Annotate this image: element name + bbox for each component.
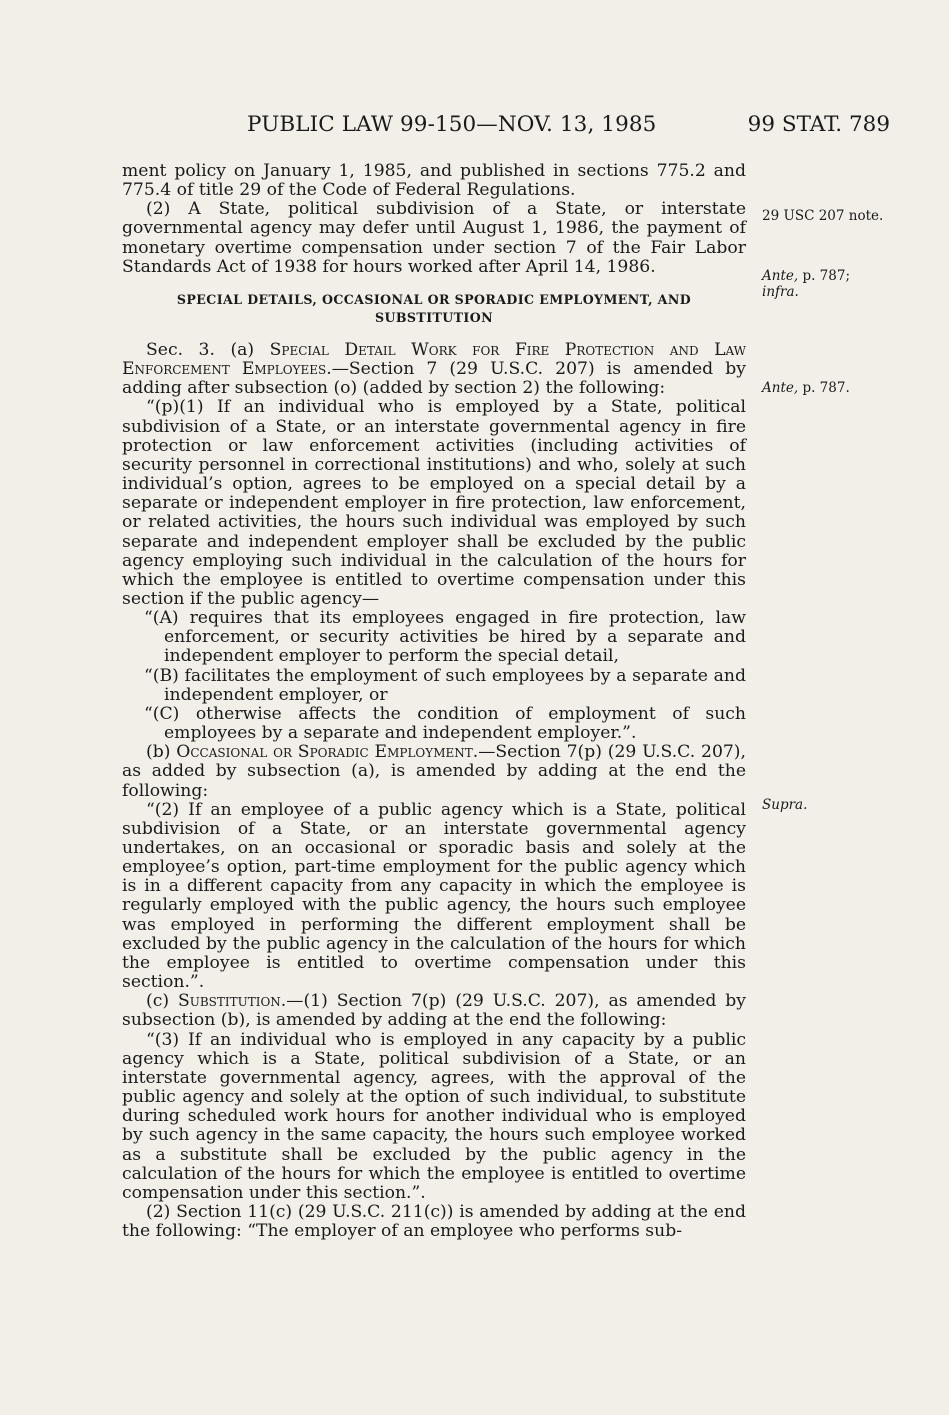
item-b: “(B) facilitates the employment of such employees by a separate and independent employer, or xyxy=(144,665,746,705)
section-3-c-2: (2) Section 11(c) (29 U.S.C. 211(c)) is amended by adding at the end the following: “The employer of an employee who performs sub- xyxy=(122,1201,746,1242)
subsection-p1-quote: “(p)(1) If an individual who is employed by a State, political subdivision of a State, or an interstate governmental agency in fire protection or law enforcement activities (including activities of security personnel in correctional institutions) and who, solely at such individual’s option, agrees to be employed on a special detail by a separate or independent employer in fire protection, law enforcement, or related activities, the hours such individual was employed by such separate and independent employer shall be excluded by the public agency employing such individual in the calculation of the hours for which the employee is entitled to overtime compensation under this section if the public agency— xyxy=(122,397,746,609)
page-header xyxy=(120,112,890,146)
header-page-number: 99 STAT. 789 xyxy=(747,112,890,137)
item-c: “(C) otherwise affects the condition of employment of such employees by a separate and independent employer.”. xyxy=(144,703,746,744)
margin-note-ante-infra: Ante, p. 787; infra. xyxy=(762,268,850,300)
document-body xyxy=(122,162,746,1241)
subsection-p3-quote: “(3) If an individual who is employed in any capacity by a public agency which is a State, political subdivision of a State, or an interstate governmental agency, agrees, with the approval of the public agency and solely at the option of such individual, to substitute during scheduled work hours for another individual who is employed by such agency in the same capacity, the hours such employee worked as a substitute shall be excluded by the public agency in the calculation of the hours for which the employee is entitled to overtime compensation under this section.”. xyxy=(122,1029,746,1203)
section-3-c: (c) Substitution.—(1) Section 7(p) (29 U.S.C. 207), as amended by subsection (b), is amended by adding at the end the following: xyxy=(122,991,746,1031)
section-3-a: Sec. 3. (a) Special Detail Work for Fire Protection and Law Enforcement Employees.—Section 7 (29 U.S.C. 207) is amended by adding after subsection (o) (added by section 2) the following: xyxy=(122,339,747,399)
margin-note-ante: Ante, p. 787. xyxy=(762,380,850,396)
margin-note-usc: 29 USC 207 note. xyxy=(762,208,884,224)
item-a: “(A) requires that its employees engaged in fire protection, law enforcement, or security activities be hired by a separate and independent employer to perform the special detail, xyxy=(144,608,746,667)
section-3-b: (b) Occasional or Sporadic Employment.—Section 7(p) (29 U.S.C. 207), as added by subsection (a), is amended by adding at the end the following: xyxy=(122,742,746,801)
margin-note-supra: Supra. xyxy=(762,797,808,813)
section-heading: SPECIAL DETAILS, OCCASIONAL OR SPORADIC EMPLOYMENT, AND SUBSTITUTION xyxy=(176,291,692,325)
paragraph-continued: ment policy on January 1, 1985, and published in sections 775.2 and 775.4 of title 29 of the Code of Federal Regulations. xyxy=(122,161,746,201)
paragraph-2: (2) A State, political subdivision of a State, or interstate governmental agency may defer until August 1, 1986, the payment of monetary overtime compensation under section 7 of the Fair Labor Standards Act of 1938 for hours worked after April 14, 1986. xyxy=(122,199,746,277)
subsection-p2-quote: “(2) If an employee of a public agency which is a State, political subdivision of a State, or an interstate governmental agency undertakes, on an occasional or sporadic basis and solely at the employee’s option, part-time employment for the public agency which is in a different capacity from any capacity in which the employee is regularly employed with the public agency, the hours such employee was employed in performing the different employment shall be excluded by the public agency in the calculation of the hours for which the employee is entitled to overtime compensation under this section.”. xyxy=(122,799,746,993)
header-title: PUBLIC LAW 99-150—NOV. 13, 1985 xyxy=(247,112,657,137)
